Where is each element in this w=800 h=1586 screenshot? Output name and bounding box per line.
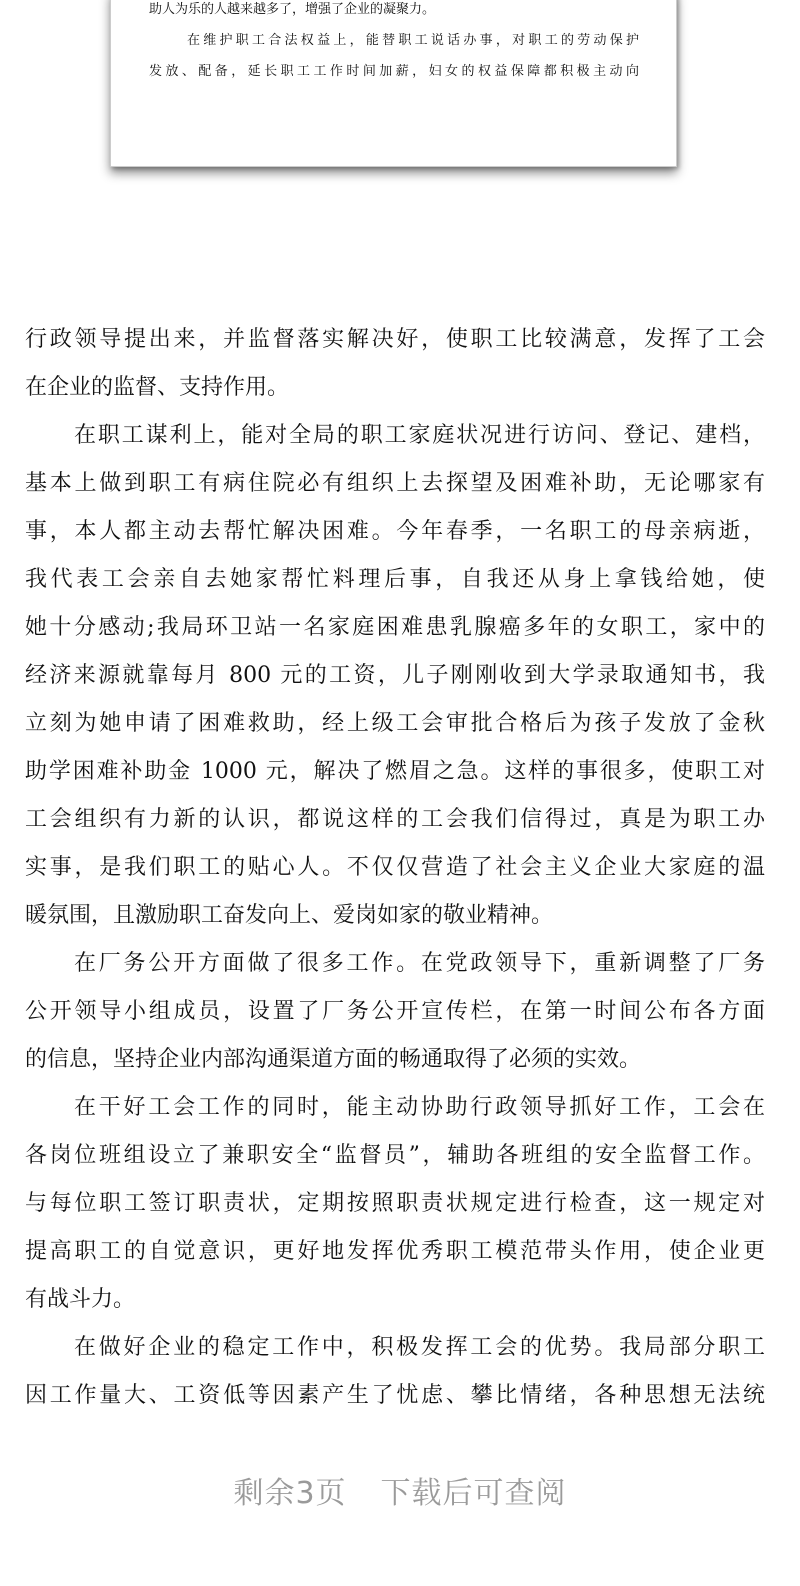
document-line: 助学困难补助金 1000 元，解决了燃眉之急。这样的事很多，使职工对 <box>25 759 765 784</box>
document-line: 的信息，坚持企业内部沟通渠道方面的畅通取得了必须的实效。 <box>25 1047 642 1072</box>
preview-line: 发放、配备，延长职工工作时间加薪，妇女的权益保障都积极主动向 <box>149 64 639 79</box>
document-line: 行政领导提出来，并监督落实解决好，使职工比较满意，发挥了工会 <box>25 327 765 352</box>
document-line: 与每位职工签订职责状，定期按照职责状规定进行检查，这一规定对 <box>25 1191 765 1216</box>
document-line: 各岗位班组设立了兼职安全“监督员”，辅助各班组的安全监督工作。 <box>25 1143 765 1168</box>
preview-line: 助人为乐的人越来越多了，增强了企业的凝聚力。 <box>149 2 436 17</box>
document-line: 在做好企业的稳定工作中，积极发挥工会的优势。我局部分职工 <box>74 1335 765 1360</box>
document-line: 基本上做到职工有病住院必有组织上去探望及困难补助，无论哪家有 <box>25 471 765 496</box>
document-line: 有战斗力。 <box>25 1287 136 1312</box>
document-body <box>25 316 765 1420</box>
document-line: 在干好工会工作的同时，能主动协助行政领导抓好工作，工会在 <box>74 1095 765 1120</box>
document-line: 她十分感动;我局环卫站一名家庭困难患乳腺癌多年的女职工，家中的 <box>25 615 765 640</box>
document-line: 在厂务公开方面做了很多工作。在党政领导下，重新调整了厂务 <box>74 951 765 976</box>
remaining-pages-label: 剩余3页 <box>233 1476 347 1511</box>
document-line: 因工作量大、工资低等因素产生了忧虑、攀比情绪，各种思想无法统 <box>25 1383 765 1408</box>
document-line: 工会组织有力新的认识，都说这样的工会我们信得过，真是为职工办 <box>25 807 765 832</box>
download-hint-label: 下载后可查阅 <box>380 1476 567 1511</box>
document-line: 提高职工的自觉意识，更好地发挥优秀职工模范带头作用，使企业更 <box>25 1239 765 1264</box>
document-line: 暖氛围，且激励职工奋发向上、爱岗如家的敬业精神。 <box>25 903 554 928</box>
preview-line: 在维护职工合法权益上，能替职工说话办事，对职工的劳动保护 <box>187 33 639 48</box>
document-line: 在职工谋利上，能对全局的职工家庭状况进行访问、登记、建档， <box>74 423 765 448</box>
download-prompt[interactable] <box>0 1468 800 1512</box>
document-line: 经济来源就靠每月 800 元的工资，儿子刚刚收到大学录取通知书，我 <box>25 663 765 688</box>
document-line: 立刻为她申请了困难救助，经上级工会审批合格后为孩子发放了金秋 <box>25 711 765 736</box>
document-line: 我代表工会亲自去她家帮忙料理后事，自我还从身上拿钱给她，使 <box>25 567 765 592</box>
document-line: 实事，是我们职工的贴心人。不仅仅营造了社会主义企业大家庭的温 <box>25 855 765 880</box>
document-line: 事，本人都主动去帮忙解决困难。今年春季，一名职工的母亲病逝， <box>25 519 765 544</box>
document-line: 在企业的监督、支持作用。 <box>25 375 290 400</box>
document-line: 公开领导小组成员，设置了厂务公开宣传栏，在第一时间公布各方面 <box>25 999 765 1024</box>
previous-page-preview <box>110 0 677 167</box>
